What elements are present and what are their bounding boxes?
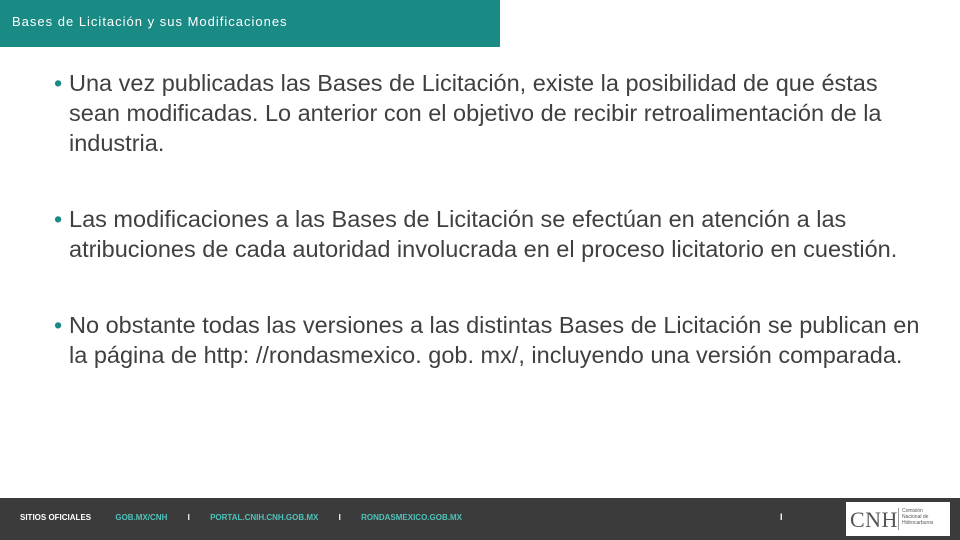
bullet-marker: • <box>54 206 63 232</box>
footer-bar <box>0 498 960 540</box>
bullet-marker: • <box>54 70 63 96</box>
bullet-text: No obstante todas las versiones a las distintas Bases de Licitación se publican en la página de http: //rondasmexico. gob. mx/, incluyendo una versión comparada. <box>69 312 920 368</box>
footer-separator-right: I <box>780 512 783 522</box>
footer-link-rondasmexico[interactable]: RONDASMEXICO.GOB.MX <box>361 513 462 522</box>
footer-separator: I <box>338 513 341 522</box>
bullet-list <box>54 68 924 370</box>
footer-link-portal[interactable]: PORTAL.CNIH.CNH.GOB.MX <box>210 513 319 522</box>
bullet-item <box>54 204 924 264</box>
bullet-marker: • <box>54 312 63 338</box>
logo-subtext-line: Comisión <box>902 508 923 514</box>
bullet-item <box>54 68 924 158</box>
bullet-item <box>54 310 924 370</box>
cnh-logo-text: CNH <box>850 507 898 532</box>
logo-subtext-line: Hidrocarburos <box>902 520 934 526</box>
bullet-text: Una vez publicadas las Bases de Licitación, existe la posibilidad de que éstas sean modificadas. Lo anterior con el objetivo de recibir retroalimentación de la industria. <box>69 70 882 156</box>
footer-links <box>20 513 462 522</box>
footer-link-gob-cnh[interactable]: GOB.MX/CNH <box>115 513 168 522</box>
slide-title: Bases de Licitación y sus Modificaciones <box>12 14 288 29</box>
title-bar <box>0 0 500 47</box>
logo-subtext-line: Nacional de <box>902 514 929 520</box>
footer-label: SITIOS OFICIALES <box>20 513 92 522</box>
footer-separator: I <box>187 513 190 522</box>
logo-divider <box>898 508 899 530</box>
cnh-logo <box>846 502 950 536</box>
cnh-logo-subtext <box>902 508 933 526</box>
bullet-text: Las modificaciones a las Bases de Licitación se efectúan en atención a las atribuciones de cada autoridad involucrada en el proceso licitatorio en cuestión. <box>69 206 898 262</box>
